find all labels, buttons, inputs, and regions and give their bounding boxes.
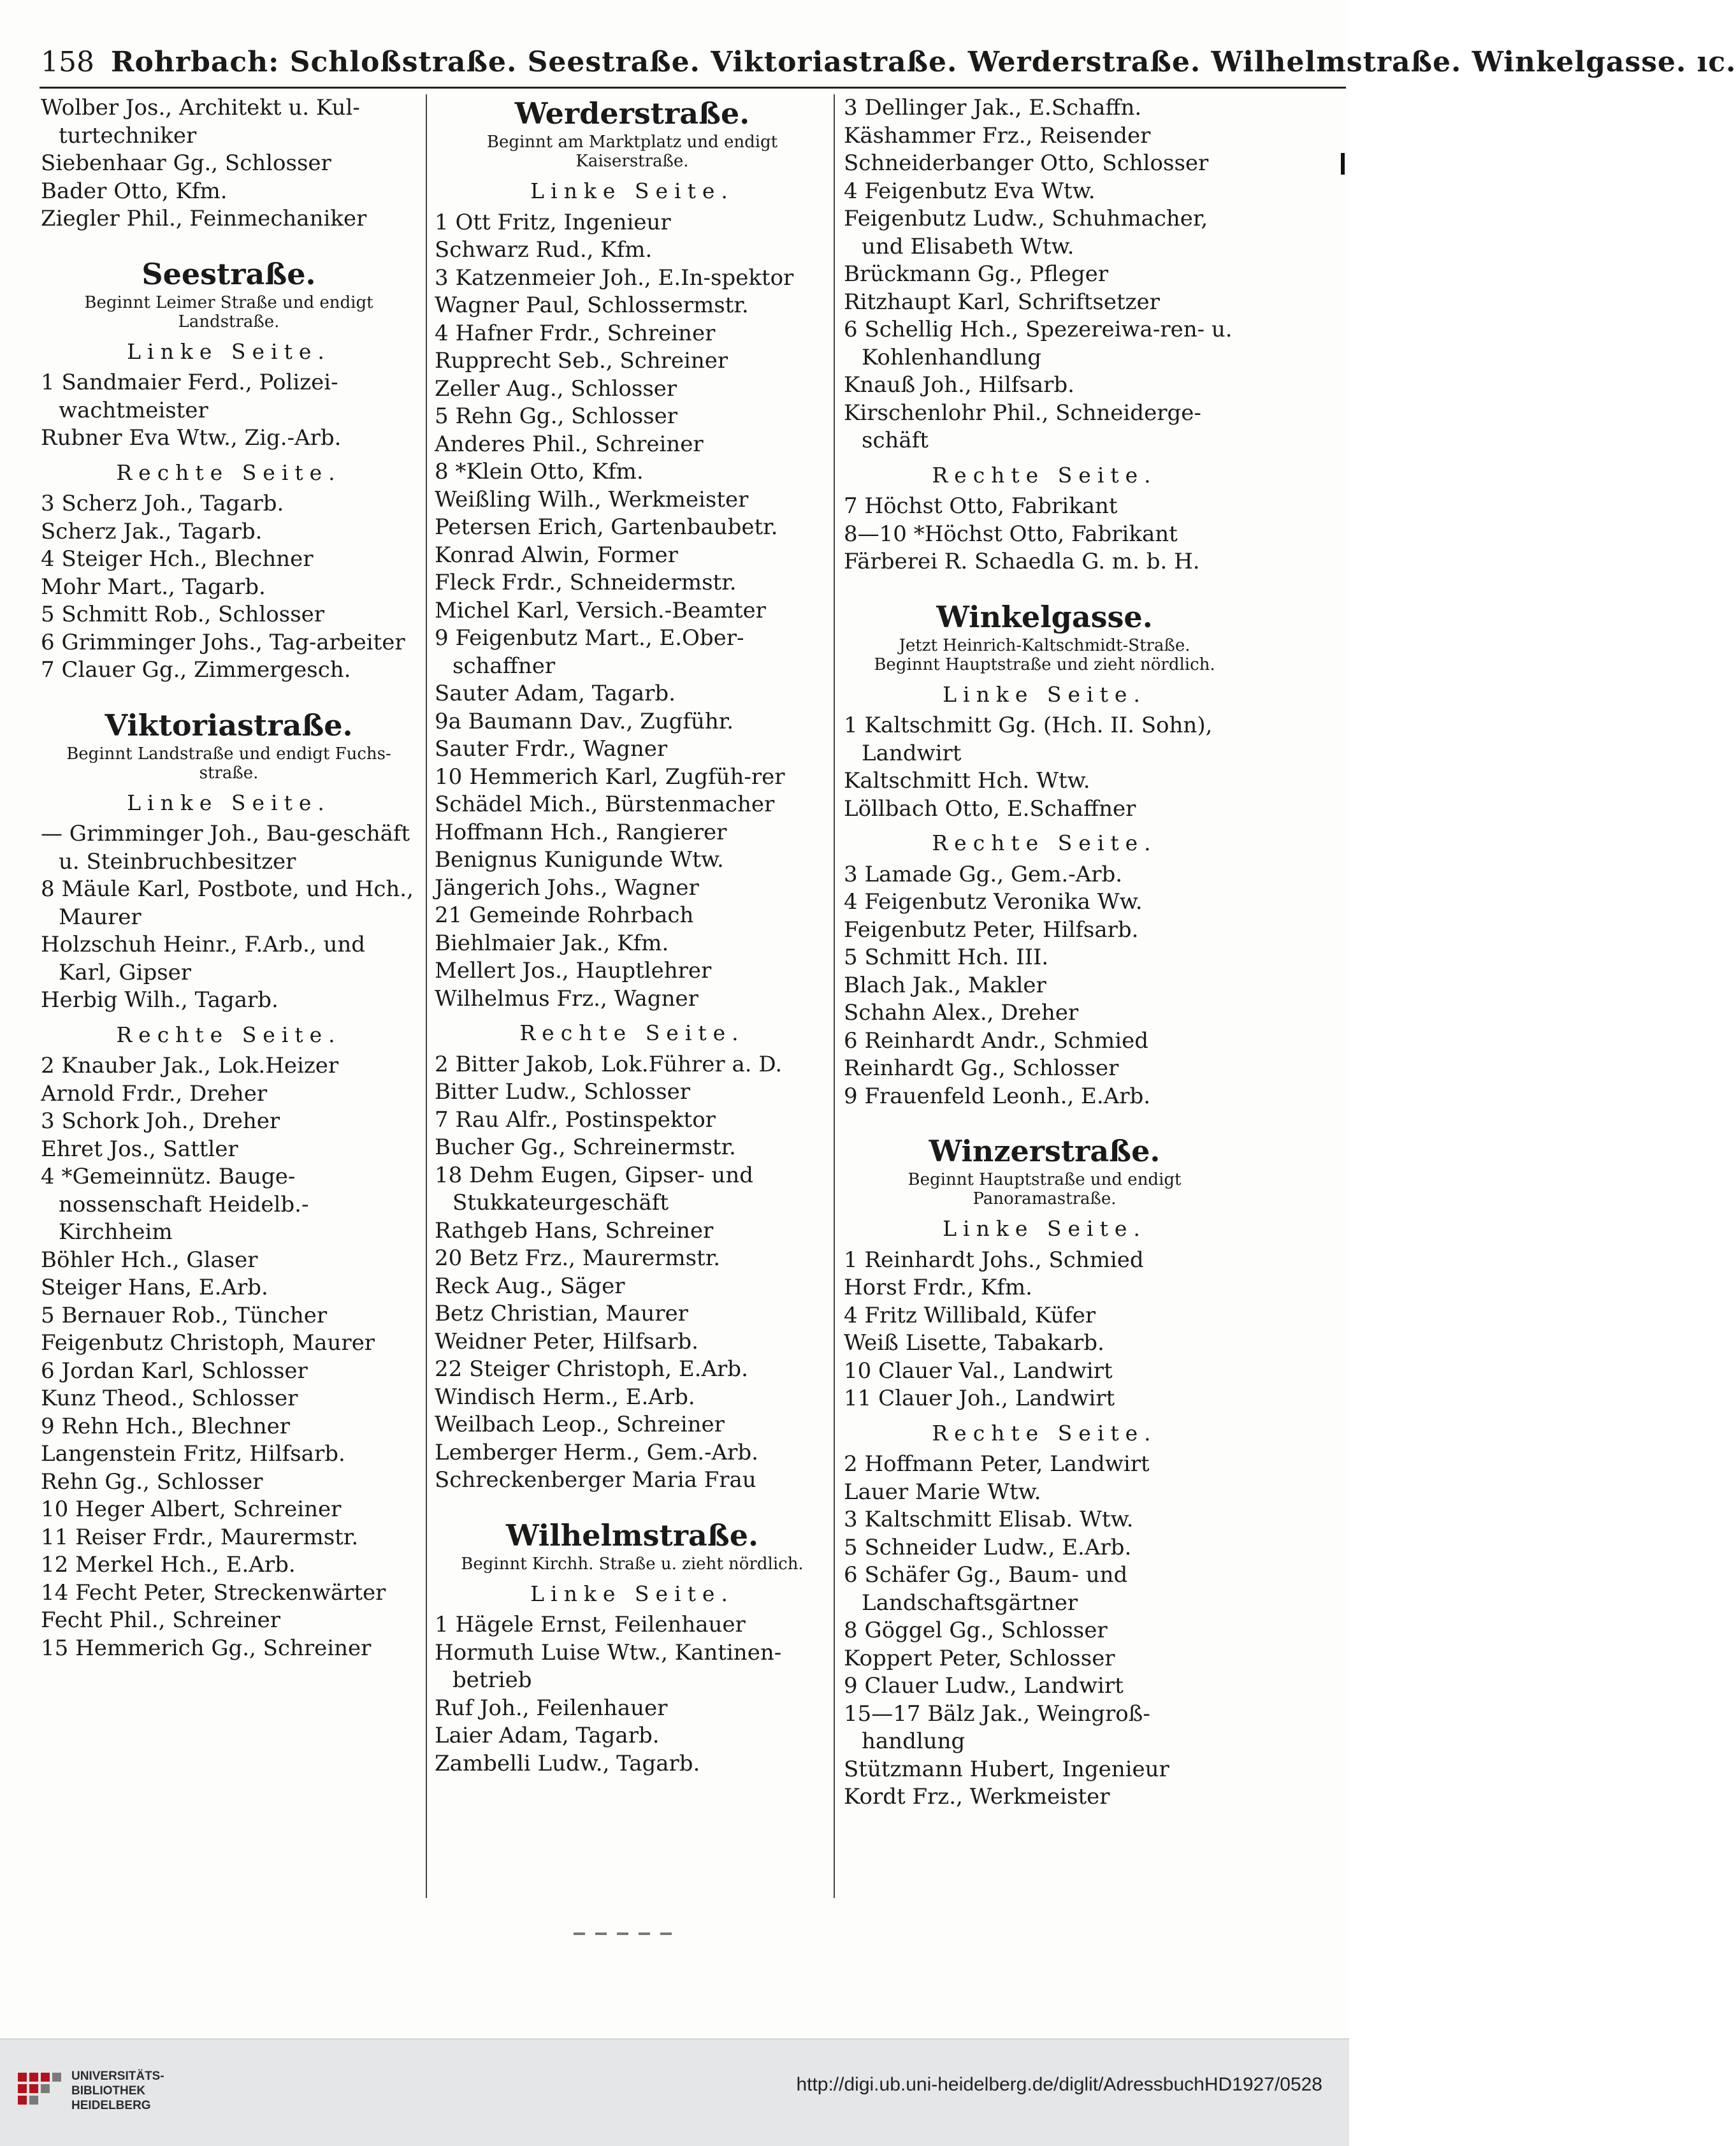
resident-entry: Betz Christian, Maurer (435, 1301, 688, 1326)
resident-entry: Rupprecht Seb., Schreiner (435, 348, 728, 373)
street-section (41, 94, 417, 233)
resident-entry: 6 Grimminger Johs., Tag-arbeiter (41, 629, 405, 655)
resident-entry: 4 Feigenbutz Veronika Ww. (844, 889, 1143, 915)
side-heading: Rechte Seite. (116, 460, 342, 485)
resident-entry: Ruf Joh., Feilenhauer (435, 1695, 668, 1721)
resident-entry: Blach Jak., Makler (844, 972, 1046, 998)
resident-entry: 21 Gemeinde Rohrbach (435, 903, 694, 928)
resident-entry: Anderes Phil., Schreiner (435, 431, 704, 457)
street-note: Beginnt Kirchh. Straße u. zieht nördlich. (461, 1554, 804, 1574)
resident-entry: Rubner Eva Wtw., Zig.-Arb. (41, 425, 342, 451)
resident-entry: Kordt Frz., Werkmeister (844, 1784, 1110, 1809)
footer-bar (0, 2038, 1349, 2146)
resident-entry: 3 Lamade Gg., Gem.-Arb. (844, 861, 1123, 887)
resident-entry: 9 Clauer Ludw., Landwirt (844, 1673, 1124, 1699)
resident-entry: Konrad Alwin, Former (435, 542, 678, 568)
page-running-title: Rohrbach: Schloßstraße. Seestraße. Viktoriastraße. Werderstraße. Wilhelmstraße. Winkelgasse. ıc. (110, 46, 1736, 78)
resident-entry: 9 Rehn Hch., Blechner (41, 1413, 290, 1439)
source-url-link[interactable]: http://digi.ub.uni-heidelberg.de/diglit/AdressbuchHD1927/0528 (796, 2074, 1322, 2095)
resident-entry: Kaltschmitt Hch. Wtw. (844, 768, 1090, 794)
resident-entry: 5 Schneider Ludw., E.Arb. (844, 1534, 1132, 1560)
resident-entry: 10 Heger Albert, Schreiner (41, 1497, 342, 1522)
resident-entry: Feigenbutz Ludw., Schuhmacher, und Elisabeth Wtw. (844, 206, 1208, 259)
side-heading: Rechte Seite. (932, 830, 1157, 855)
resident-entry: Windisch Herm., E.Arb. (435, 1384, 695, 1410)
side-heading: Rechte Seite. (519, 1020, 745, 1045)
resident-entry: Schädel Mich., Bürstenmacher (435, 792, 775, 817)
resident-entry: Fleck Frdr., Schneidermstr. (435, 570, 737, 595)
resident-entry: Biehlmaier Jak., Kfm. (435, 930, 669, 956)
resident-entry: 11 Reiser Frdr., Maurermstr. (41, 1524, 359, 1550)
street-title: Werderstraße. (514, 96, 750, 131)
resident-entry: 7 Rau Alfr., Postinspektor (435, 1106, 716, 1133)
resident-entry: 10 Hemmerich Karl, Zugfüh-rer (435, 764, 785, 790)
side-heading: Linke Seite. (943, 681, 1146, 707)
street-title: Winkelgasse. (936, 599, 1153, 634)
street-note: Jetzt Heinrich-Kaltschmidt-Straße. (899, 635, 1190, 655)
street-note: Beginnt Hauptstraße und zieht nördlich. (874, 655, 1215, 674)
resident-entry: Bitter Ludw., Schlosser (435, 1079, 690, 1105)
resident-entry: Scherz Jak., Tagarb. (41, 518, 263, 544)
street-note: Beginnt Leimer Straße und endigt Landstraße. (84, 293, 373, 331)
resident-entry: 4 Steiger Hch., Blechner (41, 546, 314, 572)
street-section (844, 1132, 1245, 1811)
resident-entry: Schreckenberger Maria Frau (435, 1467, 756, 1493)
resident-entry: 18 Dehm Eugen, Gipser- und Stukkateurgeschäft (435, 1162, 753, 1215)
resident-entry: 5 Schmitt Rob., Schlosser (41, 602, 325, 627)
column-middle (435, 94, 830, 1898)
resident-entry: Ritzhaupt Karl, Schriftsetzer (844, 289, 1160, 315)
library-name-line: HEIDELBERG (71, 2099, 151, 2112)
street-section (41, 706, 417, 1663)
resident-entry: 1 Kaltschmitt Gg. (Hch. II. Sohn), Landwirt (844, 713, 1213, 766)
resident-entry: Langenstein Fritz, Hilfsarb. (41, 1441, 345, 1467)
resident-entry: Weißling Wilh., Werkmeister (435, 486, 749, 512)
resident-entry: Hormuth Luise Wtw., Kantinen-betrieb (435, 1639, 782, 1693)
resident-entry: Bucher Gg., Schreinermstr. (435, 1135, 736, 1160)
resident-entry: 4 Hafner Frdr., Schreiner (435, 320, 716, 346)
resident-entry: Schahn Alex., Dreher (844, 1000, 1079, 1026)
column-right (844, 94, 1245, 1898)
resident-entry: 3 Dellinger Jak., E.Schaffn. (844, 95, 1142, 120)
side-heading: Linke Seite. (530, 1581, 734, 1606)
resident-entry: 8 Göggel Gg., Schlosser (844, 1618, 1108, 1643)
library-name (71, 2069, 237, 2113)
resident-entry: 1 Sandmaier Ferd., Polizei-wachtmeister (41, 370, 338, 423)
resident-entry: 5 Schmitt Hch. III. (844, 945, 1049, 970)
resident-entry: 4 Fritz Willibald, Küfer (844, 1302, 1096, 1328)
header-rule (40, 87, 1346, 89)
resident-entry: Holzschuh Heinr., F.Arb., und Karl, Gipser (41, 932, 366, 985)
resident-entry: Feigenbutz Peter, Hilfsarb. (844, 917, 1139, 943)
resident-entry: Reinhardt Gg., Schlosser (844, 1055, 1119, 1081)
scan-dots (574, 1932, 676, 1935)
resident-entry: Weiß Lisette, Tabakarb. (844, 1330, 1104, 1356)
resident-entry: Mohr Mart., Tagarb. (41, 574, 266, 600)
resident-entry: Kunz Theod., Schlosser (41, 1386, 298, 1411)
resident-entry: 9 Frauenfeld Leonh., E.Arb. (844, 1083, 1151, 1109)
resident-entry: Schwarz Rud., Kfm. (435, 237, 653, 263)
page-header (41, 42, 1736, 83)
resident-entry: Stützmann Hubert, Ingenieur (844, 1756, 1169, 1782)
resident-entry: Färberei R. Schaedla G. m. b. H. (844, 549, 1200, 574)
resident-entry: 8—10 *Höchst Otto, Fabrikant (844, 521, 1178, 547)
resident-entry: 15 Hemmerich Gg., Schreiner (41, 1635, 372, 1661)
resident-entry: Ziegler Phil., Feinmechaniker (41, 206, 367, 231)
side-heading: Linke Seite. (127, 790, 331, 815)
resident-entry: Mellert Jos., Hauptlehrer (435, 958, 712, 983)
resident-entry: 3 Katzenmeier Joh., E.In-spektor (435, 265, 794, 291)
resident-entry: Michel Karl, Versich.-Beamter (435, 597, 766, 623)
side-heading: Rechte Seite. (116, 1022, 342, 1047)
resident-entry: Ehret Jos., Sattler (41, 1136, 238, 1162)
resident-entry: 5 Bernauer Rob., Tüncher (41, 1302, 328, 1328)
resident-entry: 22 Steiger Christoph, E.Arb. (435, 1356, 748, 1382)
resident-entry: Wolber Jos., Architekt u. Kul-turtechniker (41, 95, 360, 149)
resident-entry: 3 Schork Joh., Dreher (41, 1108, 280, 1134)
street-note: Beginnt am Marktplatz und endigt Kaiserstraße. (486, 133, 778, 171)
resident-entry: Bader Otto, Kfm. (41, 178, 228, 204)
resident-entry: 4 Feigenbutz Eva Wtw. (844, 178, 1096, 204)
column-divider (426, 94, 427, 1898)
resident-entry: 14 Fecht Peter, Streckenwärter (41, 1579, 386, 1606)
resident-entry: Jängerich Johs., Wagner (435, 874, 699, 901)
resident-entry: Feigenbutz Christoph, Maurer (41, 1330, 375, 1356)
resident-entry: 7 Höchst Otto, Fabrikant (844, 493, 1118, 519)
street-note: Beginnt Landstraße und endigt Fuchs-straße. (66, 744, 391, 783)
page-number: 158 (41, 46, 94, 78)
street-section (844, 461, 1245, 576)
resident-entry: 6 Reinhardt Andr., Schmied (844, 1027, 1148, 1054)
resident-entry: 1 Hägele Ernst, Feilenhauer (435, 1612, 746, 1637)
resident-entry: 5 Rehn Gg., Schlosser (435, 403, 677, 429)
library-name-line: BIBLIOTHEK (71, 2084, 146, 2098)
street-title: Wilhelmstraße. (505, 1518, 759, 1553)
resident-entry: Wagner Paul, Schlossermstr. (435, 293, 749, 318)
resident-entry: 3 Scherz Joh., Tagarb. (41, 491, 284, 516)
resident-entry: — Grimminger Joh., Bau-geschäft u. Steinbruchbesitzer (41, 821, 410, 874)
resident-entry: Fecht Phil., Schreiner (41, 1607, 280, 1633)
resident-entry: Böhler Hch., Glaser (41, 1247, 258, 1273)
resident-entry: Laier Adam, Tagarb. (435, 1723, 660, 1748)
street-title: Viktoriastraße. (105, 707, 353, 743)
resident-entry: 8 Mäule Karl, Postbote, und Hch., Maurer (41, 876, 414, 930)
resident-entry: Löllbach Otto, E.Schaffner (844, 795, 1136, 822)
street-note: Beginnt Hauptstraße und endigt Panoramastraße. (908, 1170, 1182, 1208)
resident-entry: 11 Clauer Joh., Landwirt (844, 1386, 1115, 1411)
street-title: Seestraße. (141, 256, 316, 291)
scan-edge-mark (1341, 153, 1345, 175)
library-name-line: UNIVERSITÄTS- (71, 2070, 164, 2083)
resident-entry: Wilhelmus Frz., Wagner (435, 985, 698, 1011)
resident-entry: Kirschenlohr Phil., Schneiderge-schäft (844, 400, 1201, 453)
resident-entry: Zeller Aug., Schlosser (435, 375, 677, 402)
resident-entry: 2 Hoffmann Peter, Landwirt (844, 1451, 1150, 1477)
resident-entry: Sauter Adam, Tagarb. (435, 681, 676, 706)
resident-entry: Hoffmann Hch., Rangierer (435, 819, 727, 845)
resident-entry: 4 *Gemeinnütz. Bauge-nossenschaft Heidelb.-Kirchheim (41, 1164, 309, 1245)
resident-entry: 2 Bitter Jakob, Lok.Führer a. D. (435, 1051, 783, 1077)
street-section (844, 94, 1245, 455)
resident-entry: 15—17 Bälz Jak., Weingroß-handlung (844, 1700, 1150, 1754)
resident-entry: Lemberger Herm., Gem.-Arb. (435, 1439, 758, 1465)
resident-entry: 3 Kaltschmitt Elisab. Wtw. (844, 1507, 1134, 1532)
resident-entry: Knauß Joh., Hilfsarb. (844, 372, 1074, 398)
resident-entry: Horst Frdr., Kfm. (844, 1275, 1032, 1300)
resident-entry: Benignus Kunigunde Wtw. (435, 847, 724, 873)
resident-entry: Arnold Frdr., Dreher (41, 1080, 268, 1106)
street-section (41, 255, 417, 685)
resident-entry: 6 Schäfer Gg., Baum- und Landschaftsgärtner (844, 1562, 1128, 1616)
resident-entry: Siebenhaar Gg., Schlosser (41, 150, 331, 176)
resident-entry: 1 Ott Fritz, Ingenieur (435, 209, 671, 235)
side-heading: Rechte Seite. (932, 1420, 1157, 1446)
resident-entry: 7 Clauer Gg., Zimmergesch. (41, 657, 351, 683)
resident-entry: 1 Reinhardt Johs., Schmied (844, 1247, 1144, 1273)
resident-entry: Lauer Marie Wtw. (844, 1479, 1041, 1505)
column-divider (834, 94, 835, 1898)
resident-entry: Koppert Peter, Schlosser (844, 1645, 1115, 1671)
side-heading: Rechte Seite. (932, 462, 1157, 488)
resident-entry: Zambelli Ludw., Tagarb. (435, 1750, 700, 1776)
resident-entry: 20 Betz Frz., Maurermstr. (435, 1245, 721, 1271)
resident-entry: Brückmann Gg., Pfleger (844, 261, 1109, 287)
resident-entry: Weilbach Leop., Schreiner (435, 1412, 725, 1437)
resident-entry: 6 Jordan Karl, Schlosser (41, 1358, 308, 1384)
resident-entry: Herbig Wilh., Tagarb. (41, 987, 278, 1013)
side-heading: Linke Seite. (127, 338, 331, 364)
resident-entry: Petersen Erich, Gartenbaubetr. (435, 514, 778, 540)
resident-entry: 10 Clauer Val., Landwirt (844, 1358, 1113, 1384)
street-section (435, 94, 830, 1495)
resident-entry: Rathgeb Hans, Schreiner (435, 1217, 714, 1243)
resident-entry: 8 *Klein Otto, Kfm. (435, 459, 644, 484)
resident-entry: Weidner Peter, Hilfsarb. (435, 1328, 698, 1354)
resident-entry: Schneiderbanger Otto, Schlosser (844, 150, 1209, 176)
resident-entry: 9a Baumann Dav., Zugführ. (435, 708, 734, 734)
street-title: Winzerstraße. (929, 1134, 1161, 1168)
column-left (41, 94, 417, 1898)
university-library-logo-icon (15, 2069, 64, 2113)
street-section (844, 598, 1245, 1111)
resident-entry: Käshammer Frz., Reisender (844, 122, 1151, 149)
resident-entry: Steiger Hans, E.Arb. (41, 1275, 268, 1300)
resident-entry: 2 Knauber Jak., Lok.Heizer (41, 1053, 339, 1078)
resident-entry: 9 Feigenbutz Mart., E.Ober-schaffner (435, 625, 744, 679)
street-section (435, 1516, 830, 1778)
side-heading: Linke Seite. (530, 178, 734, 203)
resident-entry: Rehn Gg., Schlosser (41, 1468, 263, 1495)
side-heading: Linke Seite. (943, 1216, 1146, 1241)
resident-entry: 12 Merkel Hch., E.Arb. (41, 1552, 296, 1577)
resident-entry: 6 Schellig Hch., Spezereiwa-ren- u. Kohlenhandlung (844, 317, 1233, 370)
resident-entry: Sauter Frdr., Wagner (435, 736, 668, 762)
resident-entry: Reck Aug., Säger (435, 1273, 625, 1299)
